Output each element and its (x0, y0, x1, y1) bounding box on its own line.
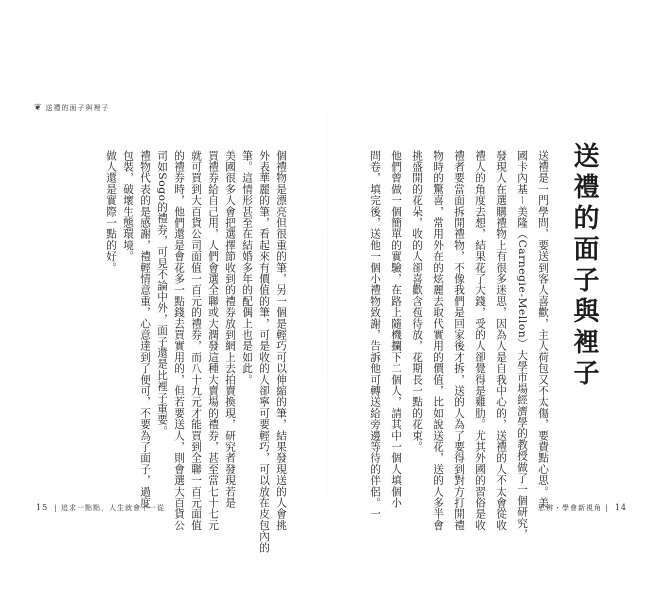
text-column: 就可買到大百貨公司面值一百元的禮券，而八十九元才能買到全聯一百元面值 (190, 150, 202, 531)
text-column: 物時的驚喜，常用外在的炫麗去取代實用的價值，比如說送花，送的人多半會 (432, 150, 444, 531)
right-footer-section: 思辨・學會新視角 (538, 504, 602, 512)
chapter-title: 送禮的面子與裡子 (569, 142, 599, 390)
right-page-number: 14 (614, 503, 628, 512)
text-column: 個禮物是漂亮但很重的筆，另一個是輕巧可以伸縮的筆，結果發現送的人會挑 (275, 150, 287, 531)
text-column: 美國很多人會把選擇節收到的禮券放到網上去拍賣換現，研究者發現若是 (224, 150, 236, 509)
text-column: 買禮券給自己用，人們會選全聯或大潤發這種大賣場的禮券，甚至當七十七元 (207, 150, 219, 531)
text-column: 禮人的角度去想，結果花了大錢，受的人卻覺得是雞肋。尤其外國的習俗是收 (474, 150, 486, 531)
text-column: 他們曾做一個簡單的實驗，在路上隨機攔下二個人，請其中一個人填個小 (390, 150, 402, 509)
text-column: 做人還是實際一點的好。 (105, 150, 117, 274)
text-column: 外表華麗的筆，看起來有價值的筆，可是收的人卻寧可要輕巧，可以放在皮包內的 (258, 150, 270, 554)
text-column: 筆。這情形甚至在結婚多年的配偶上也是如此。 (241, 150, 253, 386)
text-column: 送禮是一門學問，要送到客人喜歡，主人荷包又不太傷，要費點心思。美 (537, 150, 549, 509)
text-column: 的禮券時，他們還是會花多一點錢去買實用的，但若要送人，則會選大百貨公 (173, 150, 185, 531)
left-footer-book-title: 追求一點點，人生就會不一從 (61, 504, 166, 512)
text-column: 禮者要當面拆開禮物，不像我們是回家後才拆，送的人為了要得到對方打開禮 (453, 150, 465, 531)
text-column: 司如Sogo的禮券，可見不論中外，面子還是比裡子重要。 (156, 150, 168, 437)
right-footer: 思辨・學會新視角 | 14 (538, 503, 628, 512)
text-column: 問卷，填完後，送他一個小禮物致謝，告訴他可轉送給旁邊等待的伴侶。一 (369, 150, 381, 520)
text-column: 挑盛開的花朵，收的人卻喜歡含苞待放，花期長一點的花束。 (411, 150, 423, 453)
left-page-number: 15 (36, 503, 49, 512)
text-column: 國卡內基－美隆（Carnegie-Mellon）大學市場經濟學的教授做了一個研究， (516, 150, 528, 540)
text-column: 發現人在選購禮物上有很多迷思，因為人是自我中心的，送禮的人不太會從收 (495, 150, 507, 531)
running-header (34, 103, 110, 113)
leaf-ornament-icon: ❦ (34, 103, 43, 113)
page-gutter (327, 0, 328, 609)
text-column: 禮物代表的是感謝，禮輕情意重，心意達到了便可，不要為了面子，過度 (139, 150, 151, 509)
right-page-body (360, 150, 550, 540)
running-header-text: 送禮的面子與裡子 (45, 104, 110, 112)
left-footer: 15 | 追求一點點，人生就會不一從 (36, 503, 166, 512)
text-column: 包裝，破壞生態環境。 (122, 150, 134, 262)
